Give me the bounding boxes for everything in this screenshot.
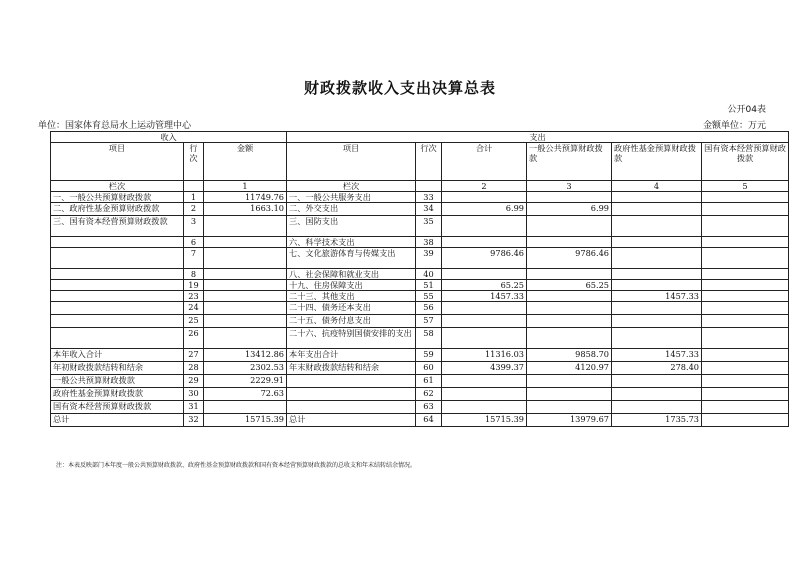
expense-item: 年末财政拨款结转和结余 — [287, 362, 416, 375]
fund-amount — [612, 280, 702, 291]
total-amount: 1457.33 — [442, 291, 527, 302]
table-row — [51, 362, 789, 375]
column-header-row — [51, 143, 789, 181]
table-body — [51, 132, 789, 427]
state-amount — [702, 401, 789, 414]
total-amount — [442, 401, 527, 414]
expense-item: 二十四、债务还本支出 — [287, 302, 416, 315]
total-amount — [442, 375, 527, 388]
income-amount — [204, 302, 287, 315]
expense-item — [287, 401, 416, 414]
income-amount-header: 金额 — [204, 143, 287, 181]
expense-line: 57 — [416, 315, 442, 328]
table-row — [51, 375, 789, 388]
expense-line: 38 — [416, 237, 442, 248]
state-amount — [702, 315, 789, 328]
income-amount: 15715.39 — [204, 414, 287, 427]
income-amount — [204, 280, 287, 291]
state-capital-header: 国有资本经营预算财政拨款 — [702, 143, 789, 181]
income-line: 30 — [184, 388, 204, 401]
state-amount — [702, 192, 789, 203]
general-amount — [527, 315, 612, 328]
income-item: 二、政府性基金预算财政拨款 — [51, 203, 184, 216]
expense-item: 二十五、债务付息支出 — [287, 315, 416, 328]
col-2: 2 — [442, 181, 527, 192]
income-item — [51, 291, 184, 302]
income-item — [51, 302, 184, 315]
expense-line-header: 行次 — [416, 143, 442, 181]
income-amount — [204, 401, 287, 414]
income-amount: 13412.86 — [204, 349, 287, 362]
fund-amount — [612, 269, 702, 280]
fund-amount — [612, 203, 702, 216]
state-amount — [702, 248, 789, 269]
general-amount — [527, 291, 612, 302]
general-amount — [527, 216, 612, 237]
state-amount — [702, 362, 789, 375]
fund-amount: 278.40 — [612, 362, 702, 375]
general-amount — [527, 237, 612, 248]
income-item: 总计 — [51, 414, 184, 427]
income-line: 6 — [184, 237, 204, 248]
expense-item: 七、文化旅游体育与传媒支出 — [287, 248, 416, 269]
table-row — [51, 280, 789, 291]
col-label-2: 栏次 — [287, 181, 416, 192]
expense-item: 总计 — [287, 414, 416, 427]
general-amount: 65.25 — [527, 280, 612, 291]
expense-line: 56 — [416, 302, 442, 315]
income-line-header: 行次 — [184, 143, 204, 181]
fund-amount — [612, 328, 702, 349]
total-amount: 4399.37 — [442, 362, 527, 375]
income-item: 本年收入合计 — [51, 349, 184, 362]
income-item — [51, 248, 184, 269]
income-line: 23 — [184, 291, 204, 302]
income-item — [51, 269, 184, 280]
fund-amount — [612, 216, 702, 237]
total-amount — [442, 192, 527, 203]
income-line: 25 — [184, 315, 204, 328]
table-row — [51, 315, 789, 328]
expense-item: 八、社会保障和就业支出 — [287, 269, 416, 280]
expense-item: 六、科学技术支出 — [287, 237, 416, 248]
unit-label: 单位：国家体育总局水上运动管理中心 — [38, 121, 192, 131]
col-blank — [184, 181, 204, 192]
income-amount — [204, 269, 287, 280]
income-item — [51, 328, 184, 349]
fund-budget-header: 政府性基金预算财政拨款 — [612, 143, 702, 181]
table-row — [51, 388, 789, 401]
col-label: 栏次 — [51, 181, 184, 192]
col-3: 3 — [527, 181, 612, 192]
expense-line: 60 — [416, 362, 442, 375]
income-item: 一、一般公共预算财政拨款 — [51, 192, 184, 203]
fund-amount: 1457.33 — [612, 349, 702, 362]
state-amount — [702, 291, 789, 302]
expense-item-header: 项目 — [287, 143, 416, 181]
income-amount: 2302.53 — [204, 362, 287, 375]
income-item — [51, 280, 184, 291]
expense-line: 58 — [416, 328, 442, 349]
fund-amount — [612, 375, 702, 388]
general-amount: 4120.97 — [527, 362, 612, 375]
general-amount — [527, 328, 612, 349]
income-line: 3 — [184, 216, 204, 237]
col-blank-2 — [416, 181, 442, 192]
income-line: 27 — [184, 349, 204, 362]
fund-amount — [612, 401, 702, 414]
income-item: 政府性基金预算财政拨款 — [51, 388, 184, 401]
total-amount: 9786.46 — [442, 248, 527, 269]
expense-line: 64 — [416, 414, 442, 427]
expense-item — [287, 375, 416, 388]
expense-item: 二十六、抗疫特别国债安排的支出 — [287, 328, 416, 349]
table-row — [51, 302, 789, 315]
income-line: 28 — [184, 362, 204, 375]
state-amount — [702, 302, 789, 315]
general-amount: 9858.70 — [527, 349, 612, 362]
general-amount — [527, 401, 612, 414]
income-item: 一般公共预算财政拨款 — [51, 375, 184, 388]
fund-amount — [612, 388, 702, 401]
state-amount — [702, 269, 789, 280]
table-row — [51, 237, 789, 248]
budget-table — [50, 131, 789, 427]
expense-item: 二、外交支出 — [287, 203, 416, 216]
state-amount — [702, 375, 789, 388]
general-amount: 13979.67 — [527, 414, 612, 427]
expense-line: 63 — [416, 401, 442, 414]
income-line: 1 — [184, 192, 204, 203]
fund-amount — [612, 248, 702, 269]
state-amount — [702, 388, 789, 401]
fund-amount: 1457.33 — [612, 291, 702, 302]
fund-amount — [612, 237, 702, 248]
expense-line: 39 — [416, 248, 442, 269]
total-amount — [442, 315, 527, 328]
income-item: 国有资本经营预算财政拨款 — [51, 401, 184, 414]
col-1: 1 — [204, 181, 287, 192]
col-5: 5 — [702, 181, 789, 192]
table-row — [51, 401, 789, 414]
income-line: 32 — [184, 414, 204, 427]
state-amount — [702, 216, 789, 237]
total-amount: 15715.39 — [442, 414, 527, 427]
general-budget-header: 一般公共预算财政拨款 — [527, 143, 612, 181]
general-amount — [527, 269, 612, 280]
general-amount — [527, 388, 612, 401]
income-line: 26 — [184, 328, 204, 349]
income-line: 7 — [184, 248, 204, 269]
income-amount — [204, 328, 287, 349]
footnote: 注：本表反映部门本年度一般公共预算财政拨款、政府性基金预算财政拨款和国有资本经营预算财政拨款的总收支和年末结转结余情况。 — [56, 462, 417, 469]
table-row — [51, 328, 789, 349]
income-line: 24 — [184, 302, 204, 315]
fund-amount — [612, 192, 702, 203]
state-amount — [702, 349, 789, 362]
table-row — [51, 216, 789, 237]
income-amount: 11749.76 — [204, 192, 287, 203]
expense-item: 本年支出合计 — [287, 349, 416, 362]
fund-amount: 1735.73 — [612, 414, 702, 427]
total-amount: 11316.03 — [442, 349, 527, 362]
table-row — [51, 349, 789, 362]
general-amount — [527, 302, 612, 315]
expense-line: 51 — [416, 280, 442, 291]
expense-line: 35 — [416, 216, 442, 237]
income-amount — [204, 248, 287, 269]
total-amount — [442, 216, 527, 237]
income-item-header: 项目 — [51, 143, 184, 181]
total-amount: 65.25 — [442, 280, 527, 291]
form-number: 公开04表 — [727, 105, 766, 115]
col-4: 4 — [612, 181, 702, 192]
general-amount — [527, 375, 612, 388]
income-line: 2 — [184, 203, 204, 216]
income-amount — [204, 237, 287, 248]
table-row — [51, 414, 789, 427]
expense-line: 61 — [416, 375, 442, 388]
income-amount: 1663.10 — [204, 203, 287, 216]
expense-line: 59 — [416, 349, 442, 362]
section-header-row — [51, 132, 789, 143]
expense-item: 三、国防支出 — [287, 216, 416, 237]
income-item — [51, 315, 184, 328]
general-amount — [527, 192, 612, 203]
page-title: 财政拨款收入支出决算总表 — [303, 79, 496, 97]
table-row — [51, 248, 789, 269]
state-amount — [702, 328, 789, 349]
income-amount — [204, 291, 287, 302]
column-number-row — [51, 181, 789, 192]
general-amount: 9786.46 — [527, 248, 612, 269]
income-item: 三、国有资本经营预算财政拨款 — [51, 216, 184, 237]
expense-line: 40 — [416, 269, 442, 280]
table-row — [51, 269, 789, 280]
table-row — [51, 291, 789, 302]
expense-item: 二十三、其他支出 — [287, 291, 416, 302]
total-amount — [442, 328, 527, 349]
general-amount: 6.99 — [527, 203, 612, 216]
table-row — [51, 203, 789, 216]
income-header: 收入 — [51, 132, 287, 143]
amount-unit-label: 金额单位：万元 — [702, 121, 766, 131]
table-row — [51, 192, 789, 203]
income-amount: 2229.91 — [204, 375, 287, 388]
expense-line: 55 — [416, 291, 442, 302]
total-header: 合计 — [442, 143, 527, 181]
expense-item: 十九、住房保障支出 — [287, 280, 416, 291]
state-amount — [702, 237, 789, 248]
income-line: 29 — [184, 375, 204, 388]
expense-line: 34 — [416, 203, 442, 216]
expense-line: 33 — [416, 192, 442, 203]
total-amount — [442, 302, 527, 315]
income-line: 19 — [184, 280, 204, 291]
expense-line: 62 — [416, 388, 442, 401]
income-line: 31 — [184, 401, 204, 414]
expense-header: 支出 — [287, 132, 789, 143]
income-amount: 72.63 — [204, 388, 287, 401]
income-item — [51, 237, 184, 248]
total-amount — [442, 388, 527, 401]
income-item: 年初财政拨款结转和结余 — [51, 362, 184, 375]
total-amount — [442, 269, 527, 280]
income-amount — [204, 216, 287, 237]
fund-amount — [612, 315, 702, 328]
total-amount: 6.99 — [442, 203, 527, 216]
state-amount — [702, 203, 789, 216]
total-amount — [442, 237, 527, 248]
expense-item: 一、一般公共服务支出 — [287, 192, 416, 203]
state-amount — [702, 280, 789, 291]
state-amount — [702, 414, 789, 427]
fund-amount — [612, 302, 702, 315]
income-line: 8 — [184, 269, 204, 280]
expense-item — [287, 388, 416, 401]
income-amount — [204, 315, 287, 328]
